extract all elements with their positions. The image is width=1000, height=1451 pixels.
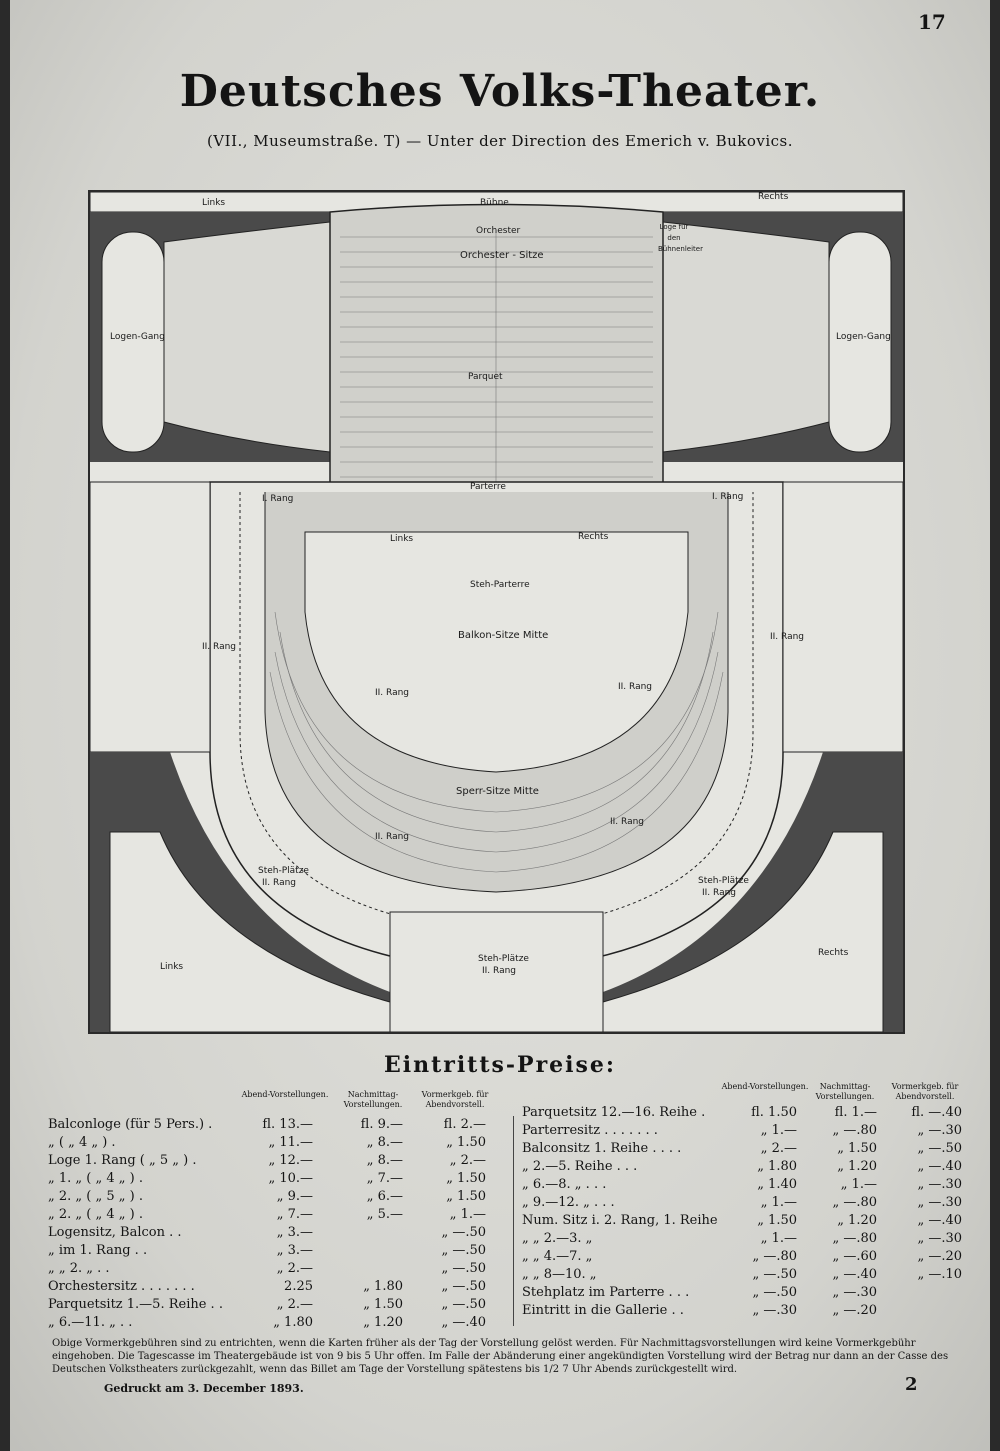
col-head-abend-right: Abend-Vorstellungen.	[721, 1082, 809, 1091]
label-sperr-sitze-mitte: Sperr-Sitze Mitte	[456, 786, 539, 797]
price-row-v2: fl. 1.—	[834, 1105, 877, 1120]
price-row-label: Orchestersitz . . . . . . .	[48, 1279, 195, 1294]
price-row-v2: fl. 9.—	[360, 1117, 403, 1132]
price-row	[48, 1116, 498, 1134]
label-links-parterre: Links	[390, 534, 414, 544]
price-row-v2: „ 5.—	[366, 1207, 403, 1222]
price-row-v1: „ 3.—	[276, 1225, 313, 1240]
col-head-nachmittag-left: Nachmittag-Vorstellungen.	[343, 1090, 403, 1109]
price-row-v2: „ —.40	[832, 1267, 877, 1282]
price-row-label: Loge 1. Rang ( „ 5 „ ) .	[48, 1153, 197, 1168]
label-rang1-right: I. Rang	[712, 492, 744, 502]
price-row-v2: „ 7.—	[366, 1171, 403, 1186]
price-row-v2: „ 6.—	[366, 1189, 403, 1204]
price-row-v1: „ 2.—	[276, 1261, 313, 1276]
price-row	[48, 1278, 498, 1296]
price-row-v2: „ 1.20	[363, 1315, 403, 1330]
label-parquet: Parquet	[468, 372, 503, 382]
price-row-v1: fl. 1.50	[751, 1105, 797, 1120]
price-row	[522, 1140, 972, 1158]
price-row-v3: „ —.50	[441, 1261, 486, 1276]
price-row-v3: fl. —.40	[911, 1105, 962, 1120]
label-loge-buhne: Loge für den Bühnenleiter	[658, 223, 703, 253]
price-row-v1: „ 1.50	[757, 1213, 797, 1228]
price-row	[48, 1296, 498, 1314]
price-row-v2: „ 1.20	[837, 1159, 877, 1174]
price-row-v3: „ 1.50	[446, 1135, 486, 1150]
price-row	[522, 1194, 972, 1212]
label-steh-plaetze-mid-2: II. Rang	[482, 966, 517, 976]
price-row-label: Balconsitz 1. Reihe . . . .	[522, 1141, 682, 1156]
label-steh-plaetze-right-2: II. Rang	[702, 888, 737, 898]
label-rang2-inner-right: II. Rang	[610, 817, 645, 827]
label-links-bottom: Links	[160, 962, 184, 972]
price-row-v1: 2.25	[284, 1279, 313, 1294]
price-row-label: „ 2. „ ( „ 4 „ ) .	[48, 1207, 143, 1222]
label-rang2-inner-left: II. Rang	[375, 832, 410, 842]
price-row-v1: „ 1.—	[760, 1195, 797, 1210]
col-head-abend-left: Abend-Vorstellungen.	[241, 1090, 329, 1099]
price-row-label: „ im 1. Rang . .	[48, 1243, 148, 1258]
price-row-v3: „ —.30	[917, 1123, 962, 1138]
price-row	[48, 1206, 498, 1224]
price-row	[522, 1302, 972, 1320]
price-row-v1: „ 1.80	[273, 1315, 313, 1330]
price-row-v1: „ —.50	[752, 1267, 797, 1282]
label-links-top: Links	[202, 198, 226, 208]
price-row-v2: „ 1.80	[363, 1279, 403, 1294]
price-row-v1: „ —.80	[752, 1249, 797, 1264]
price-row	[522, 1122, 972, 1140]
price-row-v3: „ —.50	[441, 1243, 486, 1258]
price-row-label: Balconloge (für 5 Pers.) .	[48, 1117, 213, 1132]
label-rang2-mid-right: II. Rang	[618, 682, 653, 692]
price-row-v1: „ 2.—	[760, 1141, 797, 1156]
label-steh-plaetze-left-1: Steh-Plätze	[258, 866, 309, 876]
label-parterre: Parterre	[470, 482, 506, 492]
price-row-v2: „ —.60	[832, 1249, 877, 1264]
price-row-v2: „ 1.—	[840, 1177, 877, 1192]
price-row	[522, 1248, 972, 1266]
scan-edge-right	[990, 0, 1000, 1451]
price-row-v2: „ 8.—	[366, 1153, 403, 1168]
price-row-v3: „ —.40	[441, 1315, 486, 1330]
price-row	[48, 1314, 498, 1332]
price-row-v3: „ —.40	[917, 1159, 962, 1174]
price-row	[48, 1260, 498, 1278]
label-rang1-left: I. Rang	[262, 494, 294, 504]
price-row-v3: „ 2.—	[449, 1153, 486, 1168]
price-row	[522, 1158, 972, 1176]
price-row	[48, 1134, 498, 1152]
price-row	[48, 1224, 498, 1242]
label-rechts-bottom: Rechts	[818, 948, 849, 958]
price-row-v3: „ —.50	[441, 1297, 486, 1312]
price-row-label: „ „ 2. „ . .	[48, 1261, 110, 1276]
price-row	[48, 1170, 498, 1188]
col-head-vormerk-left: Vormerkgeb. für Abendvorstell.	[421, 1090, 489, 1109]
col-head-nachmittag-right: Nachmittag-Vorstellungen.	[815, 1082, 875, 1101]
price-row-v3: fl. 2.—	[443, 1117, 486, 1132]
left-corridor	[90, 482, 210, 752]
label-orchester-sitze: Orchester - Sitze	[460, 250, 544, 261]
sheet-number: 2	[905, 1374, 918, 1395]
page-subtitle: (VII., Museumstraße. T) — Unter der Direction des Emerich v. Bukovics.	[206, 132, 794, 150]
price-row-v3: „ —.10	[917, 1267, 962, 1282]
label-logen-gang-left: Logen-Gang	[110, 332, 165, 342]
label-steh-plaetze-mid-1: Steh-Plätze	[478, 954, 529, 964]
price-row	[522, 1212, 972, 1230]
price-row-v3: „ 1.50	[446, 1171, 486, 1186]
price-row-v3: „ —.30	[917, 1177, 962, 1192]
label-buhne: Bühne	[480, 198, 509, 208]
price-row-label: „ 6.—11. „ . .	[48, 1315, 133, 1330]
price-row	[522, 1104, 972, 1122]
price-row	[48, 1188, 498, 1206]
boxes-right	[663, 222, 829, 452]
printed-date: Gedruckt am 3. December 1893.	[104, 1382, 304, 1395]
label-orchester: Orchester	[476, 226, 521, 236]
price-row	[522, 1230, 972, 1248]
label-rang2-left: II. Rang	[202, 642, 237, 652]
price-row-label: „ „ 8—10. „	[522, 1267, 597, 1282]
seating-plan	[88, 190, 905, 1034]
price-row-v2: „ —.20	[832, 1303, 877, 1318]
footnote: Obige Vormerkgebühren sind zu entrichten, wenn die Karten früher als der Tag der Vorstellung gelöst werden. Für Nachmittagsvorstellungen wird keine Vormerkgebühr eingehoben. Die Tagescasse im Theatergebäude ist von 9 bis 5 Uhr offen. Im Falle der Abänderung einer angekündigten Vorstellung wird der Betrag nur dann an der Casse des Deutschen Volkstheaters zurückgezahlt, wenn das Billet am Tage der Vorstellung spätestens bis 1/2 7 Uhr Abends zurückgestellt wird.	[52, 1338, 949, 1375]
price-row-v3: „ —.30	[917, 1195, 962, 1210]
label-logen-gang-right: Logen-Gang	[836, 332, 891, 342]
prices-heading: Eintritts-Preise:	[383, 1052, 617, 1078]
price-row-label: Num. Sitz i. 2. Rang, 1. Reihe	[522, 1213, 718, 1228]
boxes-left	[164, 222, 330, 452]
price-row-label: „ 6.—8. „ . . .	[522, 1177, 607, 1192]
label-rechts-parterre: Rechts	[578, 532, 609, 542]
price-row-v3: „ —.50	[917, 1141, 962, 1156]
price-row-label: Eintritt in die Gallerie . .	[522, 1303, 684, 1318]
price-row-label: „ 9.—12. „ . . .	[522, 1195, 615, 1210]
label-steh-plaetze-left-2: II. Rang	[262, 878, 297, 888]
price-row-v1: „ 1.—	[760, 1123, 797, 1138]
price-row-v1: „ 11.—	[268, 1135, 313, 1150]
price-row-v1: „ 7.—	[276, 1207, 313, 1222]
price-row	[522, 1266, 972, 1284]
scan-edge-left	[0, 0, 10, 1451]
price-row-v1: „ 9.—	[276, 1189, 313, 1204]
price-row-v2: „ 1.50	[363, 1297, 403, 1312]
price-row-v1: „ 12.—	[268, 1153, 313, 1168]
price-row-v2: „ 1.50	[837, 1141, 877, 1156]
price-row-label: Stehplatz im Parterre . . .	[522, 1285, 690, 1300]
price-row-v2: „ 8.—	[366, 1135, 403, 1150]
price-row-label: „ ( „ 4 „ ) .	[48, 1135, 116, 1150]
label-rang2-right: II. Rang	[770, 632, 805, 642]
price-row-v3: „ 1.—	[449, 1207, 486, 1222]
price-row-label: „ „ 4.—7. „	[522, 1249, 593, 1264]
price-row-v1: fl. 13.—	[262, 1117, 313, 1132]
price-row-v1: „ 1.80	[757, 1159, 797, 1174]
price-row-v2: „ —.30	[832, 1285, 877, 1300]
price-row-v2: „ —.80	[832, 1195, 877, 1210]
price-row-v2: „ —.80	[832, 1231, 877, 1246]
label-steh-plaetze-right-1: Steh-Plätze	[698, 876, 749, 886]
price-row-label: „ 2. „ ( „ 5 „ ) .	[48, 1189, 143, 1204]
price-row	[522, 1176, 972, 1194]
price-row-v3: „ 1.50	[446, 1189, 486, 1204]
price-row-v1: „ —.30	[752, 1303, 797, 1318]
label-rechts-top: Rechts	[758, 192, 789, 202]
col-head-vormerk-right: Vormerkgeb. für Abendvorstell.	[891, 1082, 959, 1101]
price-row-v3: „ —.50	[441, 1279, 486, 1294]
page-number: 17	[918, 10, 946, 34]
page-title: Deutsches Volks-Theater.	[179, 66, 821, 117]
price-row-v1: „ 10.—	[268, 1171, 313, 1186]
price-row-v3: „ —.20	[917, 1249, 962, 1264]
label-balkon-sitze-mitte: Balkon-Sitze Mitte	[458, 630, 549, 641]
price-table-right	[522, 1104, 972, 1320]
price-row-v1: „ 1.—	[760, 1231, 797, 1246]
right-corridor	[783, 482, 903, 752]
label-steh-parterre: Steh-Parterre	[470, 580, 530, 590]
price-row-label: „ 2.—5. Reihe . . .	[522, 1159, 638, 1174]
price-row-v1: „ 2.—	[276, 1297, 313, 1312]
price-row	[48, 1152, 498, 1170]
price-row-v3: „ —.50	[441, 1225, 486, 1240]
price-row-v3: „ —.40	[917, 1213, 962, 1228]
price-row-label: Parterresitz . . . . . . .	[522, 1123, 658, 1138]
table-divider	[513, 1116, 514, 1326]
price-row	[48, 1242, 498, 1260]
price-row	[522, 1284, 972, 1302]
price-row-label: „ 1. „ ( „ 4 „ ) .	[48, 1171, 143, 1186]
seating-plan-drawing	[90, 192, 903, 1032]
price-row-label: Logensitz, Balcon . .	[48, 1225, 182, 1240]
price-row-label: Parquetsitz 12.—16. Reihe .	[522, 1105, 706, 1120]
price-row-v2: „ 1.20	[837, 1213, 877, 1228]
label-rang2-mid-left: II. Rang	[375, 688, 410, 698]
price-table-left	[48, 1116, 498, 1332]
price-row-v1: „ —.50	[752, 1285, 797, 1300]
price-row-v3: „ —.30	[917, 1231, 962, 1246]
price-row-v1: „ 1.40	[757, 1177, 797, 1192]
price-row-v2: „ —.80	[832, 1123, 877, 1138]
price-row-label: Parquetsitz 1.—5. Reihe . .	[48, 1297, 223, 1312]
price-row-v1: „ 3.—	[276, 1243, 313, 1258]
price-row-label: „ „ 2.—3. „	[522, 1231, 593, 1246]
